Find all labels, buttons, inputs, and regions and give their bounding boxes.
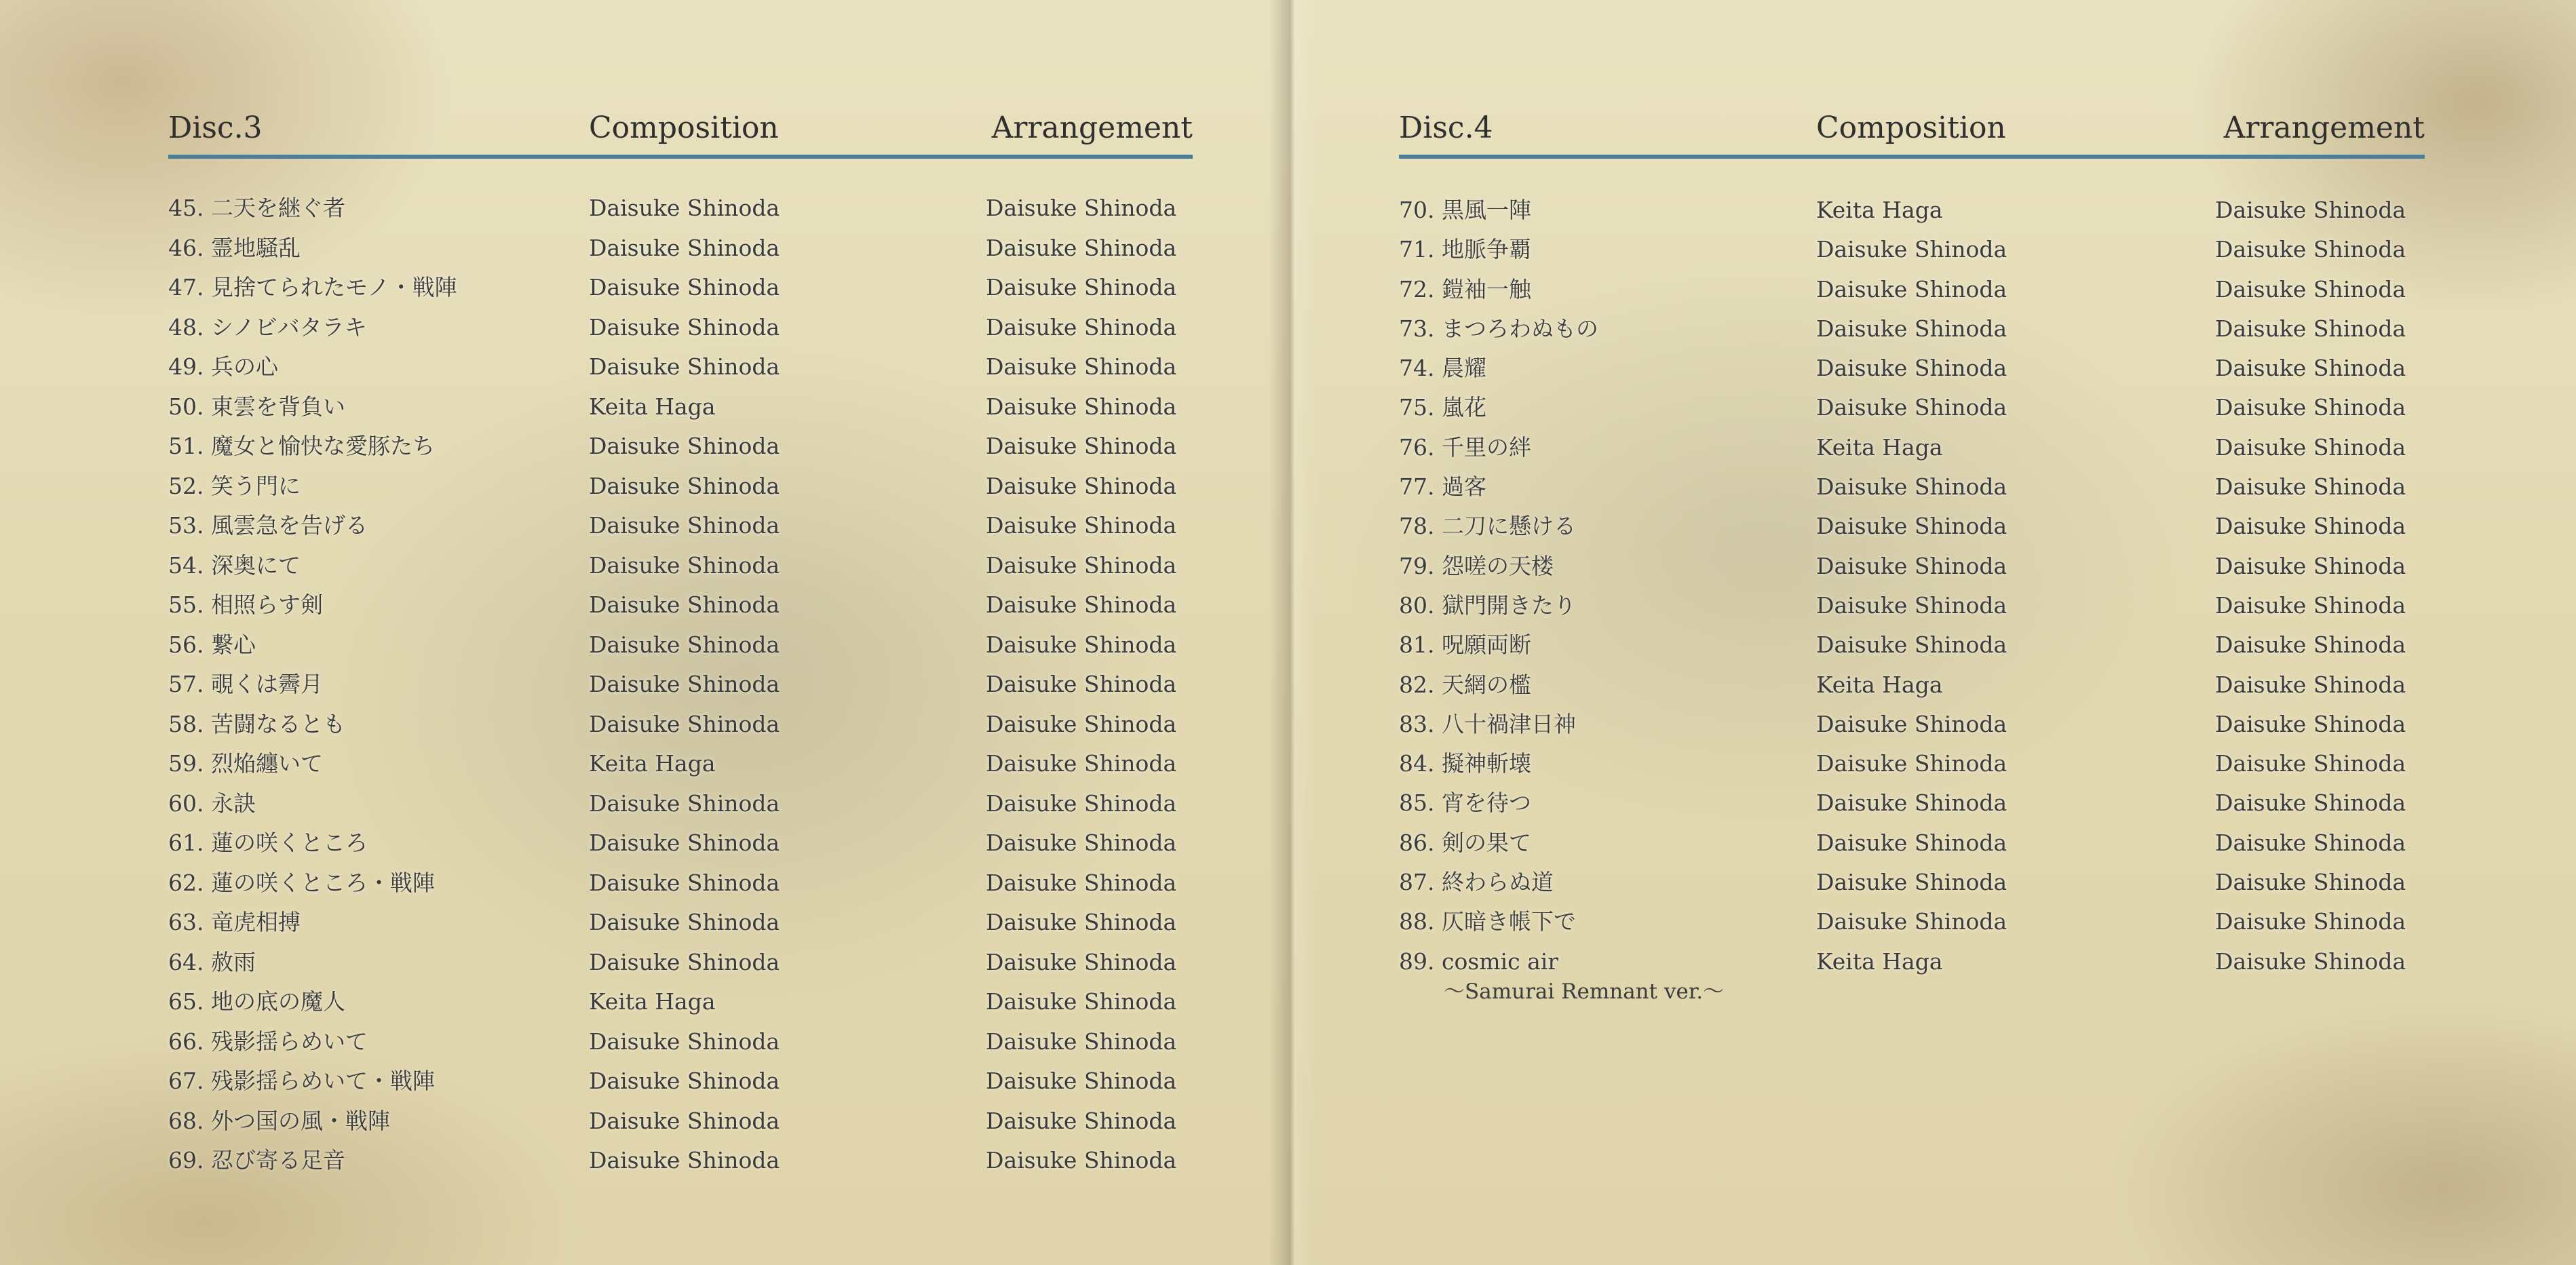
disc4-track-list xyxy=(1399,197,2430,1004)
track-composer: Daisuke Shinoda xyxy=(589,195,780,221)
track-composer: Daisuke Shinoda xyxy=(1816,315,2007,342)
track-composer: Daisuke Shinoda xyxy=(1816,355,2007,382)
track-arranger: Daisuke Shinoda xyxy=(986,631,1177,658)
track-composer: Daisuke Shinoda xyxy=(1816,710,2007,737)
track-title: 72. 鎧袖一触 xyxy=(1399,275,1531,303)
track-composer: Daisuke Shinoda xyxy=(1816,790,2007,817)
track-composer: Keita Haga xyxy=(1816,671,1943,698)
track-composer: Daisuke Shinoda xyxy=(589,551,780,579)
track-row xyxy=(1399,473,2430,513)
track-title: 68. 外つ国の風・戦陣 xyxy=(168,1107,390,1134)
track-title: 76. 千里の絆 xyxy=(1399,433,1531,461)
track-arranger: Daisuke Shinoda xyxy=(986,1068,1177,1094)
track-row xyxy=(168,314,1199,354)
track-title: 48. シノビバタラキ xyxy=(168,313,367,340)
track-composer: Keita Haga xyxy=(589,750,716,777)
track-row xyxy=(1399,315,2430,355)
track-row xyxy=(168,353,1199,393)
track-title: 83. 八十禍津日神 xyxy=(1399,710,1576,737)
track-arranger: Daisuke Shinoda xyxy=(986,195,1177,221)
track-row xyxy=(168,671,1199,711)
track-title: 54. 深奥にて xyxy=(168,551,301,579)
track-arranger: Daisuke Shinoda xyxy=(2215,552,2406,579)
track-title: 50. 東雲を背負い xyxy=(168,393,345,420)
track-composer: Keita Haga xyxy=(1816,433,1943,461)
track-title: 85. 宵を待つ xyxy=(1399,790,1531,817)
track-composer: Keita Haga xyxy=(1816,948,1943,975)
track-subtitle: ～Samurai Remnant ver.～ xyxy=(1444,979,1725,1004)
track-row xyxy=(1399,711,2430,750)
track-row xyxy=(1399,631,2430,671)
track-title: 65. 地の底の魔人 xyxy=(168,988,345,1015)
composition-heading: Composition xyxy=(589,111,779,145)
track-composer: Daisuke Shinoda xyxy=(1816,869,2007,896)
track-title: 63. 竜虎相搏 xyxy=(168,909,301,935)
track-composer: Daisuke Shinoda xyxy=(589,234,780,261)
track-row xyxy=(1399,790,2430,829)
track-arranger: Daisuke Shinoda xyxy=(986,1147,1177,1173)
track-row xyxy=(168,631,1199,672)
track-arranger: Daisuke Shinoda xyxy=(986,313,1177,340)
track-row xyxy=(168,235,1199,275)
track-row xyxy=(1399,672,2430,711)
track-row xyxy=(168,711,1199,751)
track-arranger: Daisuke Shinoda xyxy=(2215,433,2406,461)
track-arranger: Daisuke Shinoda xyxy=(2215,671,2406,698)
track-title: 77. 過客 xyxy=(1399,473,1486,501)
track-arranger: Daisuke Shinoda xyxy=(986,671,1177,697)
track-arranger: Daisuke Shinoda xyxy=(986,472,1177,499)
composition-heading: Composition xyxy=(1816,111,2006,145)
track-composer: Daisuke Shinoda xyxy=(589,830,780,856)
track-row xyxy=(1399,434,2430,473)
track-composer: Daisuke Shinoda xyxy=(589,353,780,380)
track-arranger: Daisuke Shinoda xyxy=(986,909,1177,935)
track-composer: Daisuke Shinoda xyxy=(1816,750,2007,777)
track-row xyxy=(1399,197,2430,236)
track-composer: Keita Haga xyxy=(589,988,716,1015)
track-title: 86. 剣の果て xyxy=(1399,829,1531,856)
track-arranger: Daisuke Shinoda xyxy=(986,750,1177,777)
track-composer: Daisuke Shinoda xyxy=(589,591,780,618)
track-arranger: Daisuke Shinoda xyxy=(986,433,1177,459)
track-arranger: Daisuke Shinoda xyxy=(2215,394,2406,421)
track-title: 61. 蓮の咲くところ xyxy=(168,830,368,856)
track-composer: Daisuke Shinoda xyxy=(589,274,780,300)
track-arranger: Daisuke Shinoda xyxy=(986,948,1177,975)
track-row xyxy=(1399,355,2430,394)
track-row xyxy=(1399,276,2430,315)
track-composer: Keita Haga xyxy=(1816,197,1943,223)
track-row xyxy=(168,1068,1199,1108)
track-arranger: Daisuke Shinoda xyxy=(986,551,1177,579)
track-title: 71. 地脈争覇 xyxy=(1399,236,1531,263)
track-composer: Daisuke Shinoda xyxy=(1816,394,2007,421)
track-row xyxy=(168,552,1199,592)
track-composer: Daisuke Shinoda xyxy=(589,313,780,340)
track-row xyxy=(1399,513,2430,552)
track-title: 49. 兵の心 xyxy=(168,353,278,380)
track-composer: Daisuke Shinoda xyxy=(589,1147,780,1173)
disc4-header xyxy=(1399,100,2425,159)
track-title: 45. 二天を継ぐ者 xyxy=(168,195,345,221)
track-title: 70. 黒風一陣 xyxy=(1399,197,1531,223)
track-title: 60. 永訣 xyxy=(168,790,256,817)
track-composer: Daisuke Shinoda xyxy=(589,671,780,697)
track-title: 66. 残影揺らめいて xyxy=(168,1028,368,1055)
track-title: 89. cosmic air xyxy=(1399,948,1559,975)
track-title: 69. 忍び寄る足音 xyxy=(168,1147,345,1173)
track-composer: Daisuke Shinoda xyxy=(1816,473,2007,501)
track-title: 46. 霊地騒乱 xyxy=(168,234,301,261)
track-title: 79. 怨嗟の天楼 xyxy=(1399,552,1554,579)
track-row xyxy=(168,512,1199,552)
track-row xyxy=(1399,869,2430,908)
track-composer: Daisuke Shinoda xyxy=(1816,908,2007,935)
track-row xyxy=(1399,592,2430,631)
track-composer: Daisuke Shinoda xyxy=(589,948,780,975)
track-row xyxy=(168,830,1199,870)
disc-title: Disc.3 xyxy=(168,111,263,145)
track-title: 59. 烈焔纏いて xyxy=(168,750,323,777)
track-composer: Daisuke Shinoda xyxy=(589,710,780,737)
track-title: 52. 笑う門に xyxy=(168,472,301,499)
track-row xyxy=(1399,750,2430,790)
track-row xyxy=(168,949,1199,989)
track-arranger: Daisuke Shinoda xyxy=(2215,948,2406,975)
track-row xyxy=(1399,830,2430,869)
track-arranger: Daisuke Shinoda xyxy=(2215,908,2406,935)
track-composer: Daisuke Shinoda xyxy=(589,1028,780,1055)
track-composer: Daisuke Shinoda xyxy=(589,631,780,658)
track-title: 75. 嵐花 xyxy=(1399,394,1486,421)
disc4-page xyxy=(1289,0,2576,1265)
track-arranger: Daisuke Shinoda xyxy=(2215,315,2406,342)
track-arranger: Daisuke Shinoda xyxy=(2215,750,2406,777)
track-title: 51. 魔女と愉快な愛豚たち xyxy=(168,433,435,459)
track-title: 88. 仄暗き帳下で xyxy=(1399,908,1576,935)
track-arranger: Daisuke Shinoda xyxy=(986,591,1177,618)
track-arranger: Daisuke Shinoda xyxy=(2215,829,2406,856)
track-title: 47. 見捨てられたモノ・戦陣 xyxy=(168,274,457,300)
track-row xyxy=(168,1108,1199,1148)
track-title: 74. 晨耀 xyxy=(1399,355,1486,382)
track-composer: Keita Haga xyxy=(589,393,716,420)
track-row xyxy=(1399,948,2430,1004)
track-composer: Daisuke Shinoda xyxy=(589,869,780,896)
track-title: 67. 残影揺らめいて・戦陣 xyxy=(168,1068,435,1094)
track-arranger: Daisuke Shinoda xyxy=(2215,710,2406,737)
track-arranger: Daisuke Shinoda xyxy=(2215,275,2406,303)
track-title: 64. 赦雨 xyxy=(168,948,256,975)
track-title: 81. 呪願両断 xyxy=(1399,631,1531,659)
track-row xyxy=(168,870,1199,910)
track-arranger: Daisuke Shinoda xyxy=(2215,236,2406,263)
track-row xyxy=(1399,553,2430,592)
track-row xyxy=(168,393,1199,433)
track-row xyxy=(1399,236,2430,275)
track-arranger: Daisuke Shinoda xyxy=(2215,631,2406,659)
track-arranger: Daisuke Shinoda xyxy=(986,1028,1177,1055)
track-row xyxy=(168,473,1199,513)
track-row xyxy=(168,591,1199,631)
track-title: 82. 天網の檻 xyxy=(1399,671,1531,698)
track-arranger: Daisuke Shinoda xyxy=(986,988,1177,1015)
track-title: 78. 二刀に懸ける xyxy=(1399,513,1576,540)
track-arranger: Daisuke Shinoda xyxy=(2215,355,2406,382)
track-arranger: Daisuke Shinoda xyxy=(2215,869,2406,896)
track-arranger: Daisuke Shinoda xyxy=(986,790,1177,817)
track-arranger: Daisuke Shinoda xyxy=(2215,473,2406,501)
arrangement-heading: Arrangement xyxy=(2223,111,2425,145)
track-arranger: Daisuke Shinoda xyxy=(2215,513,2406,540)
track-composer: Daisuke Shinoda xyxy=(589,909,780,935)
track-title: 53. 風雲急を告げる xyxy=(168,512,368,539)
track-composer: Daisuke Shinoda xyxy=(1816,552,2007,579)
track-composer: Daisuke Shinoda xyxy=(589,790,780,817)
track-arranger: Daisuke Shinoda xyxy=(986,234,1177,261)
track-arranger: Daisuke Shinoda xyxy=(986,869,1177,896)
track-composer: Daisuke Shinoda xyxy=(1816,513,2007,540)
track-title: 62. 蓮の咲くところ・戦陣 xyxy=(168,869,435,896)
track-composer: Daisuke Shinoda xyxy=(1816,591,2007,619)
track-arranger: Daisuke Shinoda xyxy=(986,1107,1177,1134)
track-title: 80. 獄門開きたり xyxy=(1399,591,1576,619)
track-arranger: Daisuke Shinoda xyxy=(986,830,1177,856)
disc3-track-list xyxy=(168,195,1199,1187)
track-row xyxy=(168,909,1199,949)
track-composer: Daisuke Shinoda xyxy=(1816,631,2007,659)
disc3-header xyxy=(168,100,1193,159)
track-composer: Daisuke Shinoda xyxy=(1816,275,2007,303)
track-arranger: Daisuke Shinoda xyxy=(986,353,1177,380)
track-arranger: Daisuke Shinoda xyxy=(986,274,1177,300)
track-title: 73. まつろわぬもの xyxy=(1399,315,1598,342)
track-row xyxy=(168,1028,1199,1068)
track-row xyxy=(1399,394,2430,433)
track-composer: Daisuke Shinoda xyxy=(589,433,780,459)
track-title: 87. 終わらぬ道 xyxy=(1399,869,1554,896)
track-composer: Daisuke Shinoda xyxy=(589,1068,780,1094)
track-title: 55. 相照らす剣 xyxy=(168,591,323,618)
track-composer: Daisuke Shinoda xyxy=(1816,829,2007,856)
track-arranger: Daisuke Shinoda xyxy=(2215,197,2406,223)
track-row xyxy=(168,433,1199,473)
track-title: 57. 覗くは霽月 xyxy=(168,671,323,697)
track-row xyxy=(168,750,1199,790)
track-title: 56. 繋心 xyxy=(168,631,256,658)
track-row xyxy=(168,195,1199,235)
track-arranger: Daisuke Shinoda xyxy=(2215,591,2406,619)
track-composer: Daisuke Shinoda xyxy=(1816,236,2007,263)
arrangement-heading: Arrangement xyxy=(991,111,1193,145)
track-arranger: Daisuke Shinoda xyxy=(2215,790,2406,817)
track-arranger: Daisuke Shinoda xyxy=(986,710,1177,737)
track-row xyxy=(168,790,1199,830)
track-composer: Daisuke Shinoda xyxy=(589,512,780,539)
track-title: 58. 苦闘なるとも xyxy=(168,710,345,737)
track-composer: Daisuke Shinoda xyxy=(589,1107,780,1134)
track-row xyxy=(168,988,1199,1028)
track-arranger: Daisuke Shinoda xyxy=(986,512,1177,539)
track-row xyxy=(168,1147,1199,1187)
track-title: 84. 擬神斬壊 xyxy=(1399,750,1531,777)
disc-title: Disc.4 xyxy=(1399,111,1493,145)
track-composer: Daisuke Shinoda xyxy=(589,472,780,499)
track-row xyxy=(168,274,1199,314)
track-row xyxy=(1399,908,2430,948)
track-arranger: Daisuke Shinoda xyxy=(986,393,1177,420)
